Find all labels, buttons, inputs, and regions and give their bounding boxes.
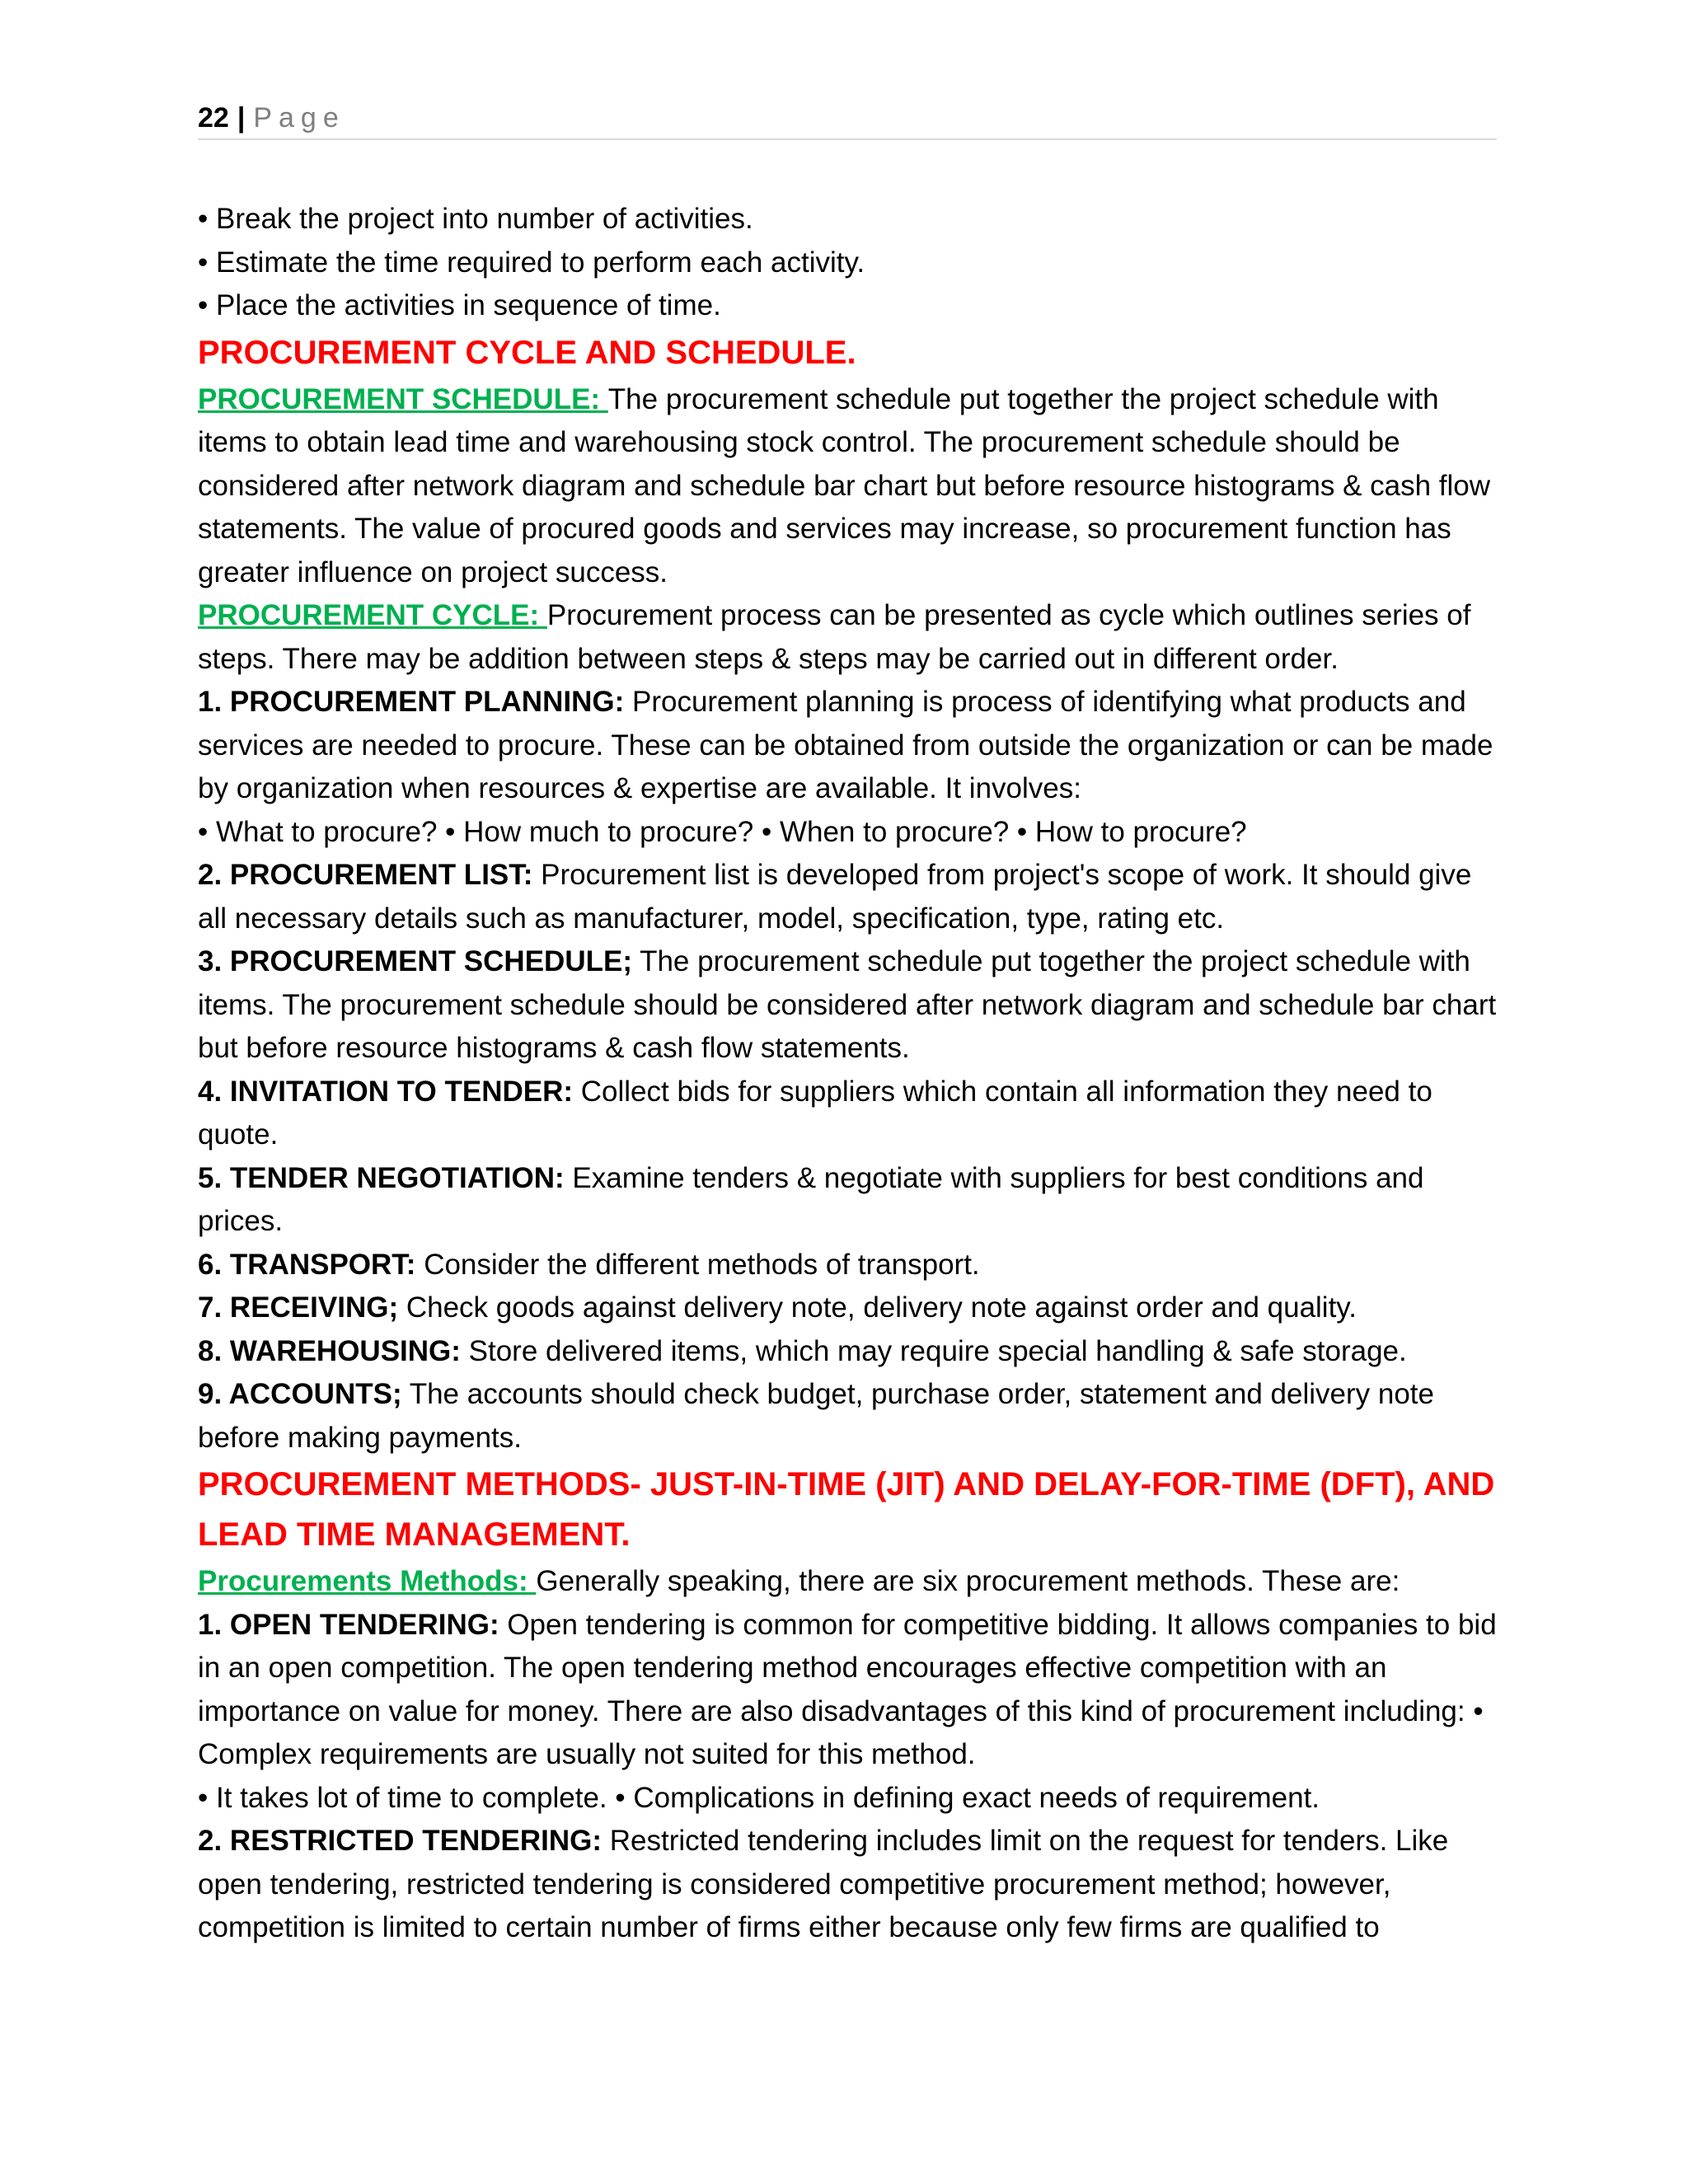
method-item-open-tendering bbox=[198, 1604, 1497, 1777]
paragraph-procurement-schedule bbox=[198, 378, 1497, 595]
procurement-schedule-label: PROCUREMENT SCHEDULE: bbox=[198, 382, 608, 415]
page-header bbox=[198, 97, 1497, 140]
method-label: 1. OPEN TENDERING: bbox=[198, 1608, 499, 1641]
bullet-item: • Break the project into number of activities. bbox=[198, 203, 753, 235]
step-item bbox=[198, 854, 1497, 940]
step-label: 2. PROCUREMENT LIST: bbox=[198, 859, 533, 891]
step-label: 9. ACCOUNTS; bbox=[198, 1378, 402, 1410]
step-text: Consider the different methods of transport. bbox=[415, 1248, 980, 1281]
method-item-restricted-tendering bbox=[198, 1820, 1497, 1950]
step-text: Check goods against delivery note, delivery note against order and quality. bbox=[398, 1291, 1357, 1324]
step-item bbox=[198, 1330, 1497, 1374]
step-text: Examine tenders & negotiate with suppliers for best conditions and prices. bbox=[198, 1161, 1424, 1237]
step-item bbox=[198, 1244, 1497, 1287]
procurement-cycle-label: PROCUREMENT CYCLE: bbox=[198, 599, 547, 631]
paragraph-procurement-cycle bbox=[198, 594, 1497, 681]
step-text: Procurement list is developed from project's scope of work. It should give all necessary details such as manufacturer, model, specification, type, rating etc. bbox=[198, 859, 1472, 935]
paragraph-procurement-methods bbox=[198, 1560, 1497, 1604]
procurement-schedule-text: The procurement schedule put together the project schedule with items to obtain lead time and warehousing stock control. The procurement schedule should be considered after network diagram and schedule bar chart but before resource histograms & cash flow statements. The value of procured goods and services may increase, so procurement function has greater influence on project success. bbox=[198, 382, 1491, 588]
step-text: Collect bids for suppliers which contain all information they need to quote. bbox=[198, 1075, 1432, 1151]
header-separator: | bbox=[237, 102, 246, 134]
page-word: Page bbox=[253, 102, 345, 134]
step-item bbox=[198, 1157, 1497, 1244]
step-text: Procurement planning is process of identifying what products and services are needed to procure. These can be obtained from outside the organization or can be made by organization when resources & expertise are available. It involves: bbox=[198, 686, 1493, 804]
method-label: 2. RESTRICTED TENDERING: bbox=[198, 1825, 603, 1857]
step-item bbox=[198, 1286, 1497, 1330]
page-number: 22 bbox=[198, 102, 229, 134]
step-text: The accounts should check budget, purchase order, statement and delivery note before making payments. bbox=[198, 1378, 1434, 1454]
step-item bbox=[198, 811, 1497, 855]
step-label: 5. TENDER NEGOTIATION: bbox=[198, 1161, 565, 1194]
step-label: 6. TRANSPORT: bbox=[198, 1248, 416, 1281]
procurement-cycle-text: Procurement process can be presented as cycle which outlines series of steps. There may be addition between steps & steps may be carried out in different order. bbox=[198, 599, 1471, 675]
section-heading: PROCUREMENT CYCLE AND SCHEDULE. bbox=[198, 334, 856, 371]
step-item bbox=[198, 681, 1497, 811]
method-text: Restricted tendering includes limit on the request for tenders. Like open tendering, restricted tendering is considered competitive procurement method; however, competition is limited to certain number of firms either because only few firms are qualified to bbox=[198, 1825, 1449, 1943]
bullet-item: • Place the activities in sequence of time. bbox=[198, 289, 721, 321]
step-item bbox=[198, 1373, 1497, 1460]
step-text: Store delivered items, which may require special handling & safe storage. bbox=[460, 1334, 1407, 1367]
page-content bbox=[198, 198, 1497, 1950]
step-text: • What to procure? • How much to procure? • When to procure? • How to procure? bbox=[198, 815, 1247, 848]
procurement-methods-label: Procurements Methods: bbox=[198, 1565, 537, 1597]
step-label: 3. PROCUREMENT SCHEDULE; bbox=[198, 945, 632, 977]
method-bullets: • It takes lot of time to complete. • Complications in defining exact needs of requirement. bbox=[198, 1781, 1320, 1814]
bullet-item: • Estimate the time required to perform each activity. bbox=[198, 246, 865, 279]
step-text: The procurement schedule put together the project schedule with items. The procurement schedule should be considered after network diagram and schedule bar chart but before resource histograms & cash flow statements. bbox=[198, 945, 1497, 1064]
step-label: 4. INVITATION TO TENDER: bbox=[198, 1075, 574, 1108]
step-item bbox=[198, 1071, 1497, 1157]
section-heading: PROCUREMENT METHODS- JUST-IN-TIME (JIT) AND DELAY-FOR-TIME (DFT), AND LEAD TIME MANAGEMENT. bbox=[198, 1466, 1495, 1553]
step-label: 7. RECEIVING; bbox=[198, 1291, 399, 1324]
step-label: 1. PROCUREMENT PLANNING: bbox=[198, 686, 625, 718]
method-text: Open tendering is common for competitive bidding. It allows companies to bid in an open competition. The open tendering method encourages effective competition with an importance on value for money. There are also disadvantages of this kind of procurement including: • Complex requirements are usually not suited for this method. bbox=[198, 1608, 1497, 1770]
procurement-methods-text: Generally speaking, there are six procurement methods. These are: bbox=[536, 1565, 1400, 1597]
step-item bbox=[198, 940, 1497, 1071]
step-label: 8. WAREHOUSING: bbox=[198, 1334, 461, 1367]
